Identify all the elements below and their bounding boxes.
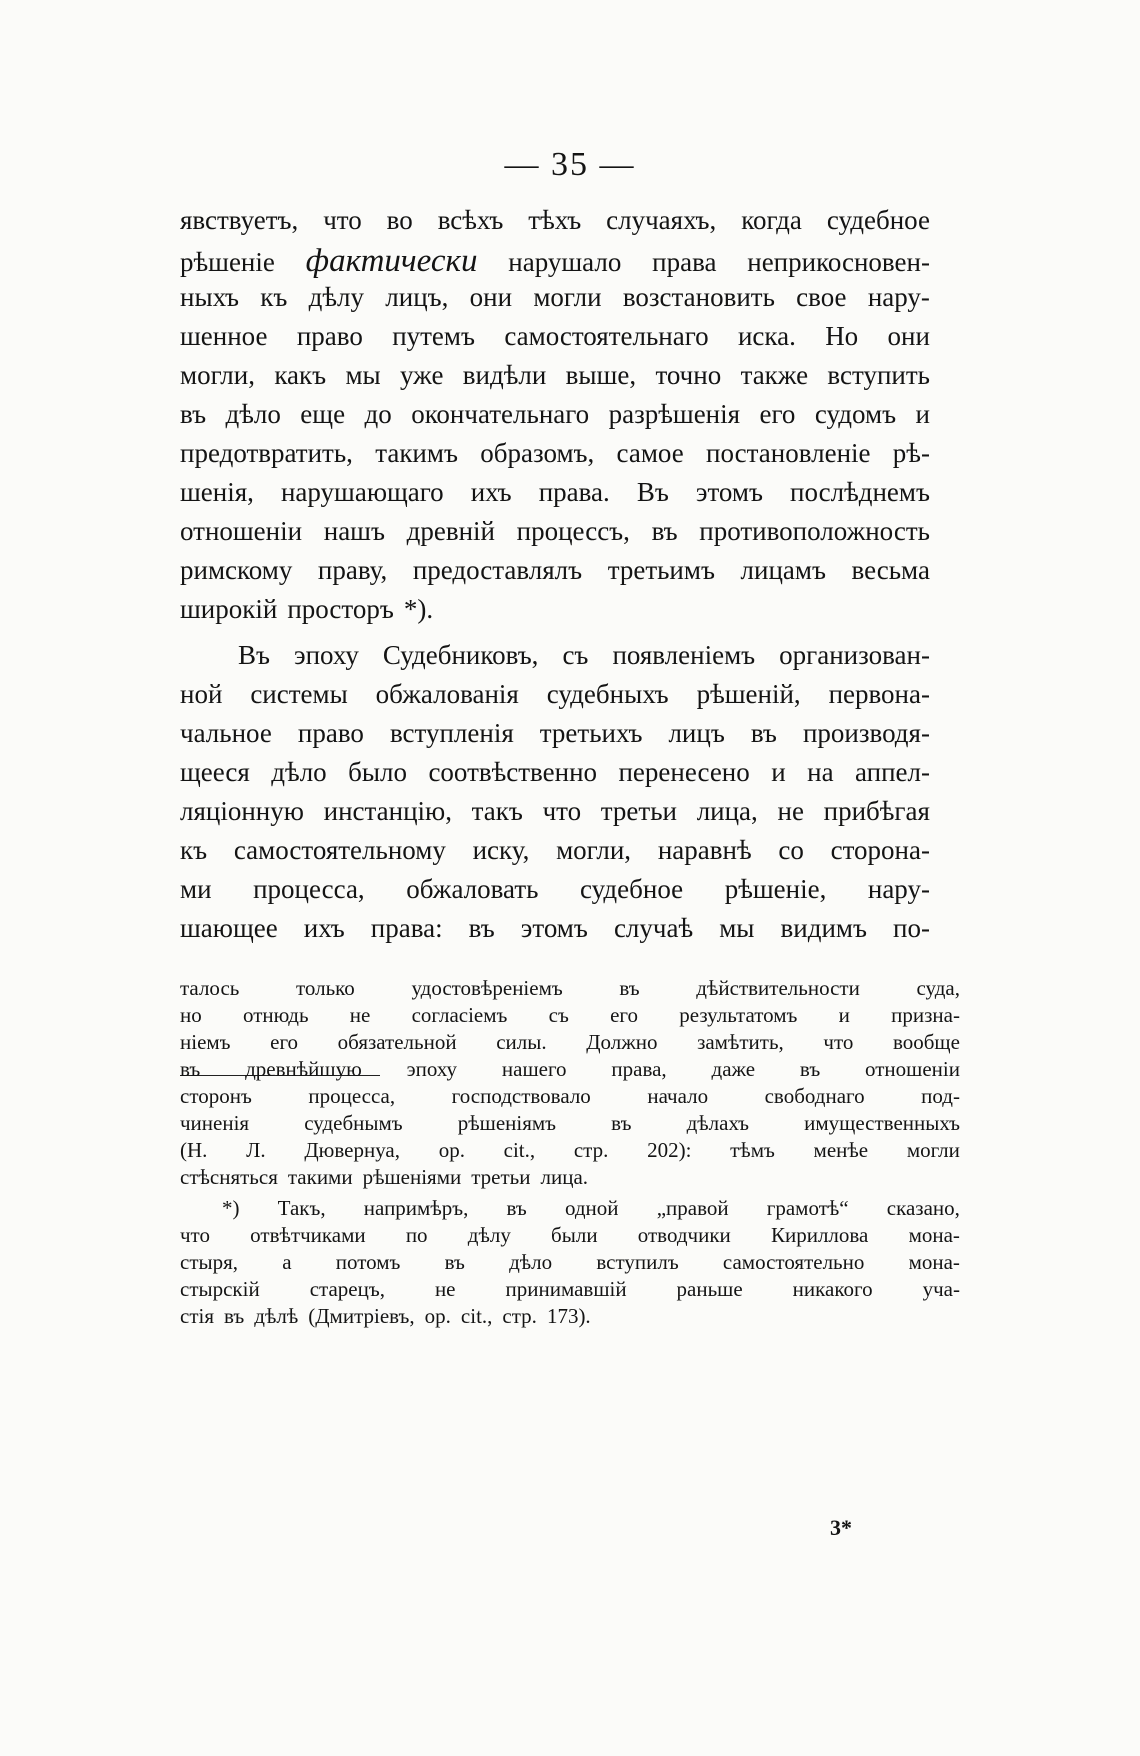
footnote-word: (Н. (180, 1138, 208, 1162)
footnote-word: cit., (503, 1138, 536, 1162)
main-text-word: лицъ, (385, 282, 449, 312)
main-text-word: нару- (867, 874, 930, 904)
main-text-word: предоставлялъ (412, 555, 583, 585)
main-text-word: право (296, 321, 363, 351)
main-text-word: наравнѣ (657, 835, 752, 865)
footnote-line (222, 1196, 960, 1226)
footnote-word: Такъ, (277, 1196, 326, 1220)
footnote-word: что (180, 1223, 210, 1247)
footnote-word: начало (647, 1084, 709, 1108)
main-text-word: ляціонную (180, 796, 304, 826)
footnote-word: свободнаго (764, 1084, 865, 1108)
main-text-word: ми (180, 874, 212, 904)
main-text-word: неприкосновен- (747, 247, 930, 277)
main-text-line (180, 555, 930, 599)
footnote-word: стырскій (180, 1277, 260, 1301)
footnote-word: вступилъ (596, 1250, 679, 1274)
main-text-word: точно (655, 360, 722, 390)
footnote-word: (Дмитріевъ, (308, 1304, 415, 1328)
main-text-word: окончательнаго (411, 399, 590, 429)
main-text-line (180, 438, 930, 482)
footnote-word: талось (180, 976, 240, 1000)
footnote-word: не (434, 1277, 456, 1301)
main-text-word: судебное (826, 205, 930, 235)
main-text-word: дѣло (271, 757, 327, 787)
main-text-word: со (778, 835, 804, 865)
main-text-word: организован- (779, 640, 930, 670)
footnote-word: отнюдь (243, 1003, 309, 1027)
footnote-word: раньше (676, 1277, 743, 1301)
main-text-word: судебныхъ (546, 679, 669, 709)
footnote-line (180, 1223, 960, 1253)
footnote-line (180, 1165, 960, 1195)
footnote-word: одной (564, 1196, 619, 1220)
footnote-word: въ (619, 976, 640, 1000)
footnote-word: отношеніи (865, 1057, 960, 1081)
main-text-line (180, 477, 930, 521)
footnote-word: результатомъ (679, 1003, 798, 1027)
main-text-line (180, 594, 930, 638)
footnote-word: права, (611, 1057, 667, 1081)
footnote-word: напримѣръ, (363, 1196, 469, 1220)
main-text-word: сторона- (830, 835, 930, 865)
footnote-word: Дювернуа, (304, 1138, 400, 1162)
main-text-line (180, 835, 930, 879)
footnote-line (180, 1304, 960, 1334)
main-text-word: нарушающаго (280, 477, 444, 507)
main-text-word: рѣ- (892, 438, 930, 468)
footnote-word: судебнымъ (304, 1111, 403, 1135)
main-text-word: постановленіе (706, 438, 871, 468)
main-text-word: послѣднемъ (790, 477, 930, 507)
footnote-word: чиненія (180, 1111, 250, 1135)
main-text-word: судебное (580, 874, 684, 904)
footnote-word: дѣлѣ (254, 1304, 299, 1328)
footnote-line (180, 1250, 960, 1280)
footnote-word: Л. (246, 1138, 266, 1162)
main-text-word: щееся (180, 757, 250, 787)
footnote-word: старецъ, (309, 1277, 385, 1301)
main-text-word: не (777, 796, 804, 826)
footnote-word: въ (506, 1196, 527, 1220)
main-text-word: появленіемъ (612, 640, 756, 670)
main-text-word: шенія, (180, 477, 254, 507)
main-text-word: Въ (636, 477, 669, 507)
footnote-line (180, 1138, 960, 1168)
footnote-word: стр. (502, 1304, 537, 1328)
footnote-word: нашего (501, 1057, 567, 1081)
footnote-word: третьи (471, 1165, 531, 1189)
main-text-word: иска. (737, 321, 796, 351)
main-text-word: и (915, 399, 930, 429)
footnote-line (180, 1030, 960, 1060)
main-text-word: съ (562, 640, 589, 670)
footnote-word: менѣе (813, 1138, 869, 1162)
footnote-line (180, 1057, 960, 1087)
main-text-word: тѣхъ (528, 205, 582, 235)
footnote-word: ніемъ (180, 1030, 231, 1054)
main-text-word: вступить (827, 360, 930, 390)
main-text-word: просторъ (287, 594, 394, 624)
footnote-word: могли (906, 1138, 960, 1162)
main-text-word: права. (538, 477, 610, 507)
main-text-word: перенесено (618, 757, 750, 787)
footnote-word: сказано, (886, 1196, 960, 1220)
footnote-word: и (838, 1003, 850, 1027)
footnote-word: господствовало (451, 1084, 591, 1108)
main-text-word: путемъ (392, 321, 475, 351)
main-text-word: предотвратить, (180, 438, 353, 468)
main-text-word: также (740, 360, 809, 390)
main-text-word: лицамъ (740, 555, 826, 585)
main-text-word: противоположность (699, 516, 930, 546)
main-text-word: эпоху (294, 640, 359, 670)
footnote-word: были (551, 1223, 598, 1247)
main-text-line (180, 718, 930, 762)
footnote-word: никакого (792, 1277, 873, 1301)
footnote-word: что (823, 1030, 854, 1054)
main-text-line (180, 516, 930, 560)
footnote-word: согласіемъ (411, 1003, 508, 1027)
footnote-word: 173). (546, 1304, 591, 1328)
main-text-word: инстанцію, (323, 796, 452, 826)
main-text-word: случаяхъ, (606, 205, 717, 235)
main-text-word: какъ (274, 360, 327, 390)
footnote-word: дѣйствительности (696, 976, 860, 1000)
main-text-word: такъ (471, 796, 523, 826)
footnote-word: мона- (908, 1250, 960, 1274)
footnote-line (180, 1084, 960, 1114)
footnote-word: отводчики (637, 1223, 731, 1247)
footnote-word: op. (438, 1138, 465, 1162)
footnote-word: его (610, 1003, 638, 1027)
main-text-word: могли (533, 282, 602, 312)
main-text-word: этомъ (695, 477, 763, 507)
main-text-word: шенное (180, 321, 268, 351)
main-text-word: къ (260, 282, 288, 312)
main-text-word: образомъ, (480, 438, 595, 468)
main-text-line (180, 399, 930, 443)
main-text-word: дѣло (225, 399, 281, 429)
footnote-word: сторонъ (180, 1084, 252, 1108)
main-text-line (180, 282, 930, 326)
footnote-word: лица. (540, 1165, 589, 1189)
main-text-word: всѣхъ (437, 205, 504, 235)
main-text-word: могли, (556, 835, 632, 865)
main-text-word: третьихъ (539, 718, 643, 748)
main-text-word: системы (250, 679, 348, 709)
footnote-word: силы. (496, 1030, 547, 1054)
footnote-word: обязательной (337, 1030, 457, 1054)
footnote-word: стѣсняться (180, 1165, 278, 1189)
main-text-word: мы (345, 360, 381, 390)
footnote-line (180, 976, 960, 1006)
main-text-word: выше, (565, 360, 637, 390)
footnote-word: съ (548, 1003, 569, 1027)
main-text-word: праву, (317, 555, 388, 585)
main-text-word: они (887, 321, 930, 351)
main-text-word: иску, (472, 835, 530, 865)
main-text-word: еще (300, 399, 346, 429)
main-text-word: первона- (828, 679, 930, 709)
main-text-line (180, 360, 930, 404)
main-text-word: и (771, 757, 786, 787)
footnote-word: не (349, 1003, 371, 1027)
printer-signature: 3* (830, 1515, 852, 1540)
footnote-word: Должно (586, 1030, 658, 1054)
main-text-word: видимъ (780, 913, 867, 943)
footnote-word: тѣмъ (730, 1138, 775, 1162)
page-number: — 35 — (504, 146, 636, 183)
footnote-word: по (405, 1223, 428, 1247)
main-text-word: права: (370, 913, 443, 943)
footnote-word: древнѣйшую (245, 1057, 362, 1081)
main-text-word: ной (180, 679, 223, 709)
main-text-word: во (386, 205, 413, 235)
main-text-word: до (364, 399, 392, 429)
main-text-word: право (297, 718, 364, 748)
main-text-word: нашъ (323, 516, 385, 546)
main-text-word: Судебниковъ, (382, 640, 539, 670)
footnote-word: cit., (460, 1304, 493, 1328)
main-text-word: права (652, 247, 717, 277)
main-text-word: уже (400, 360, 444, 390)
main-text-word: обжаловать (406, 874, 539, 904)
main-text-word: лицъ (668, 718, 725, 748)
main-text-word: на (807, 757, 834, 787)
main-text-word: вступленія (389, 718, 514, 748)
main-text-word: въ (651, 516, 678, 546)
footnote-word: принимавшій (505, 1277, 627, 1301)
footnote-word: эпоху (406, 1057, 458, 1081)
footnote-word: но (180, 1003, 202, 1027)
footnote-word: процесса, (308, 1084, 396, 1108)
footnote-word: дѣлу (467, 1223, 511, 1247)
main-text-word: чальное (180, 718, 272, 748)
main-text-line (180, 913, 930, 957)
main-text-word: свое (796, 282, 847, 312)
main-text-word: когда (741, 205, 802, 235)
footnote-word: суда, (916, 976, 960, 1000)
footnote-word: стыря, (180, 1250, 239, 1274)
main-text-word: явствуетъ, (180, 205, 299, 235)
main-text-word: Но (825, 321, 859, 351)
main-text-word: лица, (696, 796, 758, 826)
footnote-word: op. (424, 1304, 451, 1328)
main-text-word: шающее (180, 913, 278, 943)
main-text-line (180, 874, 930, 918)
footnote-word: его (270, 1030, 299, 1054)
footnote-word: въ (444, 1250, 465, 1274)
main-text-word: самостоятельному (233, 835, 446, 865)
main-text-word: рѣшеній, (696, 679, 801, 709)
footnote-word: грамотѣ“ (766, 1196, 849, 1220)
main-text-word: рѣшеніе, (724, 874, 827, 904)
footnote-word: стр. (573, 1138, 609, 1162)
main-text-word: видѣли (462, 360, 547, 390)
main-text-word: разрѣшенія (608, 399, 741, 429)
main-text-word: ихъ (303, 913, 345, 943)
footnote-line (180, 1111, 960, 1141)
footnote-word: дѣло (509, 1250, 553, 1274)
main-text-word: весьма (851, 555, 930, 585)
main-text-line (238, 640, 930, 684)
footnote-line (180, 1003, 960, 1033)
footnote-word: замѣтить, (697, 1030, 784, 1054)
main-text-line (180, 679, 930, 723)
main-text-word: въ (180, 399, 207, 429)
main-text-word: ныхъ (180, 282, 240, 312)
main-text-line (180, 243, 930, 287)
footnote-word: дѣлахъ (686, 1111, 750, 1135)
footnote-word: „правой (656, 1196, 729, 1220)
main-text-word: въ (750, 718, 777, 748)
main-text-word: нару- (867, 282, 930, 312)
main-text-line (180, 321, 930, 365)
main-text-word: фактически (305, 243, 478, 279)
main-text-word: прибѣгая (823, 796, 930, 826)
main-text-word: процесса, (253, 874, 365, 904)
footnote-word: такими (287, 1165, 353, 1189)
footnote-word: въ (180, 1057, 201, 1081)
main-text-word: въ (468, 913, 495, 943)
footnote-word: рѣшеніями (362, 1165, 462, 1189)
main-text-word: случаѣ (613, 913, 694, 943)
main-text-word: такимъ (375, 438, 458, 468)
main-text-word: что (542, 796, 582, 826)
main-text-word: производя- (802, 718, 930, 748)
main-text-word: процессъ, (516, 516, 630, 546)
footnote-word: въ (799, 1057, 821, 1081)
footnote-word: самостоятельно (722, 1250, 865, 1274)
main-text-word: по- (893, 913, 930, 943)
footnote-word: *) (222, 1196, 240, 1220)
main-text-word: къ (180, 835, 208, 865)
footnote-line (180, 1277, 960, 1307)
main-text-word: возстановить (622, 282, 775, 312)
footnote-word: уча- (922, 1277, 960, 1301)
main-text-word: мы (719, 913, 755, 943)
footnote-word: въ (611, 1111, 632, 1135)
main-text-word: третьи (600, 796, 677, 826)
footnote-word: въ (224, 1304, 245, 1328)
main-text-word: этомъ (520, 913, 588, 943)
main-text-word: обжалованія (375, 679, 519, 709)
main-text-word: отношеніи (180, 516, 303, 546)
footnote-word: только (295, 976, 355, 1000)
main-text-word: они (469, 282, 513, 312)
footnote-word: имущественныхъ (804, 1111, 960, 1135)
main-text-word: третьимъ (607, 555, 715, 585)
main-text-word: ихъ (470, 477, 512, 507)
main-text-word: древній (406, 516, 495, 546)
main-text-word: самое (616, 438, 684, 468)
footnote-word: потомъ (335, 1250, 401, 1274)
footnote-word: удостовѣреніемъ (411, 976, 563, 1000)
footnote-word: а (282, 1250, 292, 1274)
main-text-word: что (323, 205, 362, 235)
main-text-line (180, 757, 930, 801)
main-text-word: нарушало (508, 247, 622, 277)
footnote-word: отвѣтчиками (250, 1223, 366, 1247)
footnote-word: даже (711, 1057, 756, 1081)
main-text-word: аппел- (855, 757, 930, 787)
footnote-word: призна- (891, 1003, 960, 1027)
main-text-word: могли, (180, 360, 255, 390)
main-text-word: его (759, 399, 796, 429)
footnote-word: Кириллова (770, 1223, 869, 1247)
main-text-word: широкій (180, 594, 278, 624)
footnote-word: мона- (908, 1223, 960, 1247)
footnote-word: 202): (647, 1138, 692, 1162)
main-text-word: было (348, 757, 407, 787)
main-text-word: судомъ (814, 399, 897, 429)
main-text-word: самостоятельнаго (504, 321, 709, 351)
main-text-word: рѣшеніе (180, 247, 275, 277)
footnote-word: вообще (892, 1030, 960, 1054)
footnote-word: рѣшеніямъ (457, 1111, 557, 1135)
main-text-word: дѣлу (308, 282, 365, 312)
main-text-word: соотвѣственно (428, 757, 598, 787)
main-text-word: римскому (180, 555, 293, 585)
main-text-word: Въ (238, 640, 270, 670)
main-text-word: *). (403, 594, 434, 624)
main-text-line (180, 796, 930, 840)
footnote-word: стія (180, 1304, 214, 1328)
footnote-word: под- (921, 1084, 960, 1108)
